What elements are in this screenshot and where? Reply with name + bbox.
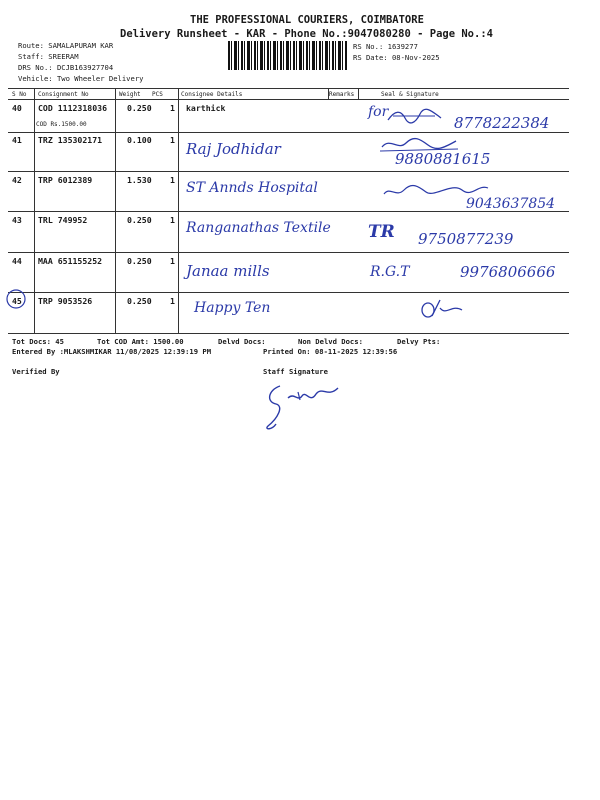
row-consignment: TRP 9053526 [38,296,93,306]
handwritten-seal: TR [368,222,395,242]
col-header-sno: S No [12,91,27,98]
route-label: Route: SAMALAPURAM KAR [18,41,114,50]
handwritten-consignee: Janaa mills [186,262,270,280]
handwritten-consignee: Happy Ten [194,300,271,316]
handwritten-consignee: Raj Jodhidar [186,140,281,158]
col-header-consignee: Consignee Details [181,91,243,98]
row-weight: 1.530 [127,175,152,185]
staff-signature-scribble [258,378,348,434]
handwritten-circle-mark [5,288,27,310]
row-sno: 40 [12,103,22,113]
row-pcs: 1 [170,296,175,306]
col-header-remarks: Remarks [329,91,355,98]
row-consignment: COD 1112318036 [38,103,108,113]
row-cod-note: COD Rs.1500.00 [36,121,87,128]
row-consignment: TRP 6012389 [38,175,93,185]
staff-label: Staff: SREERAM [18,52,79,61]
table-header-border [8,99,569,100]
handwritten-phone: 9880881615 [395,150,491,168]
non-delivered-docs: Non Delvd Docs: [298,337,363,346]
row-weight: 0.250 [127,215,152,225]
row-sno: 44 [12,256,22,266]
row-sno: 43 [12,215,22,225]
entered-by: Entered By :MLAKSHMIKAR 11/08/2025 12:39:19 PM [12,347,212,356]
barcode-image [228,41,348,70]
handwritten-phone: 9976806666 [460,263,556,281]
row-divider [8,171,569,172]
handwritten-seal: R.G.T [370,264,410,280]
col-divider [34,88,35,333]
delivered-docs: Delvd Docs: [218,337,266,346]
row-pcs: 1 [170,135,175,145]
table-bottom-border [8,333,569,334]
signature-scribble [385,106,445,128]
handwritten-phone: 8778222384 [454,114,550,132]
row-pcs: 1 [170,256,175,266]
row-sno: 45 [12,296,22,306]
row-divider [8,292,569,293]
row-consignment: TRZ 135302171 [38,135,103,145]
row-pcs: 1 [170,215,175,225]
handwritten-consignee: ST Annds Hospital [186,180,318,196]
rs-date: RS Date: 08-Nov-2025 [353,53,440,62]
row-weight: 0.250 [127,296,152,306]
col-header-seal: Seal & Signature [381,91,439,98]
row-weight: 0.250 [127,103,152,113]
handwritten-consignee: Ranganathas Textile [186,220,331,236]
company-title: THE PROFESSIONAL COURIERS, COIMBATORE [190,14,424,26]
row-weight: 0.250 [127,256,152,266]
row-consignee: karthick [186,103,226,113]
row-sno: 42 [12,175,22,185]
col-header-consignment: Consignment No [38,91,89,98]
row-sno: 41 [12,135,22,145]
row-consignment: TRL 749952 [38,215,88,225]
row-weight: 0.100 [127,135,152,145]
vehicle-label: Vehicle: Two Wheeler Delivery [18,74,144,83]
row-divider [8,252,569,253]
staff-signature-label: Staff Signature [263,367,328,376]
col-header-pcs: PCS [152,91,163,98]
handwritten-phone: 9043637854 [466,196,556,212]
signature-scribble [382,180,492,202]
drs-label: DRS No.: DCJB163927704 [18,63,114,72]
runsheet-subtitle: Delivery Runsheet - KAR - Phone No.:9047080280 - Page No.:4 [120,28,493,40]
signature-scribble [418,296,468,322]
table-top-border [8,88,569,89]
rs-number: RS No.: 1639277 [353,42,418,51]
signature-scribble [380,135,460,155]
col-header-weight: Weight [119,91,141,98]
col-divider [178,88,179,333]
handwritten-seal: for [368,104,389,120]
col-divider [358,88,359,99]
verified-by-label: Verified By [12,367,60,376]
row-pcs: 1 [170,175,175,185]
row-consignment: MAA 651155252 [38,256,103,266]
col-divider [115,88,116,333]
delivery-points: Delvy Pts: [397,337,441,346]
printed-on: Printed On: 08-11-2025 12:39:56 [263,347,398,356]
row-pcs: 1 [170,103,175,113]
handwritten-phone: 9750877239 [418,230,514,248]
total-cod-amount: Tot COD Amt: 1500.00 [97,337,184,346]
total-docs: Tot Docs: 45 [12,337,64,346]
row-divider [8,132,569,133]
